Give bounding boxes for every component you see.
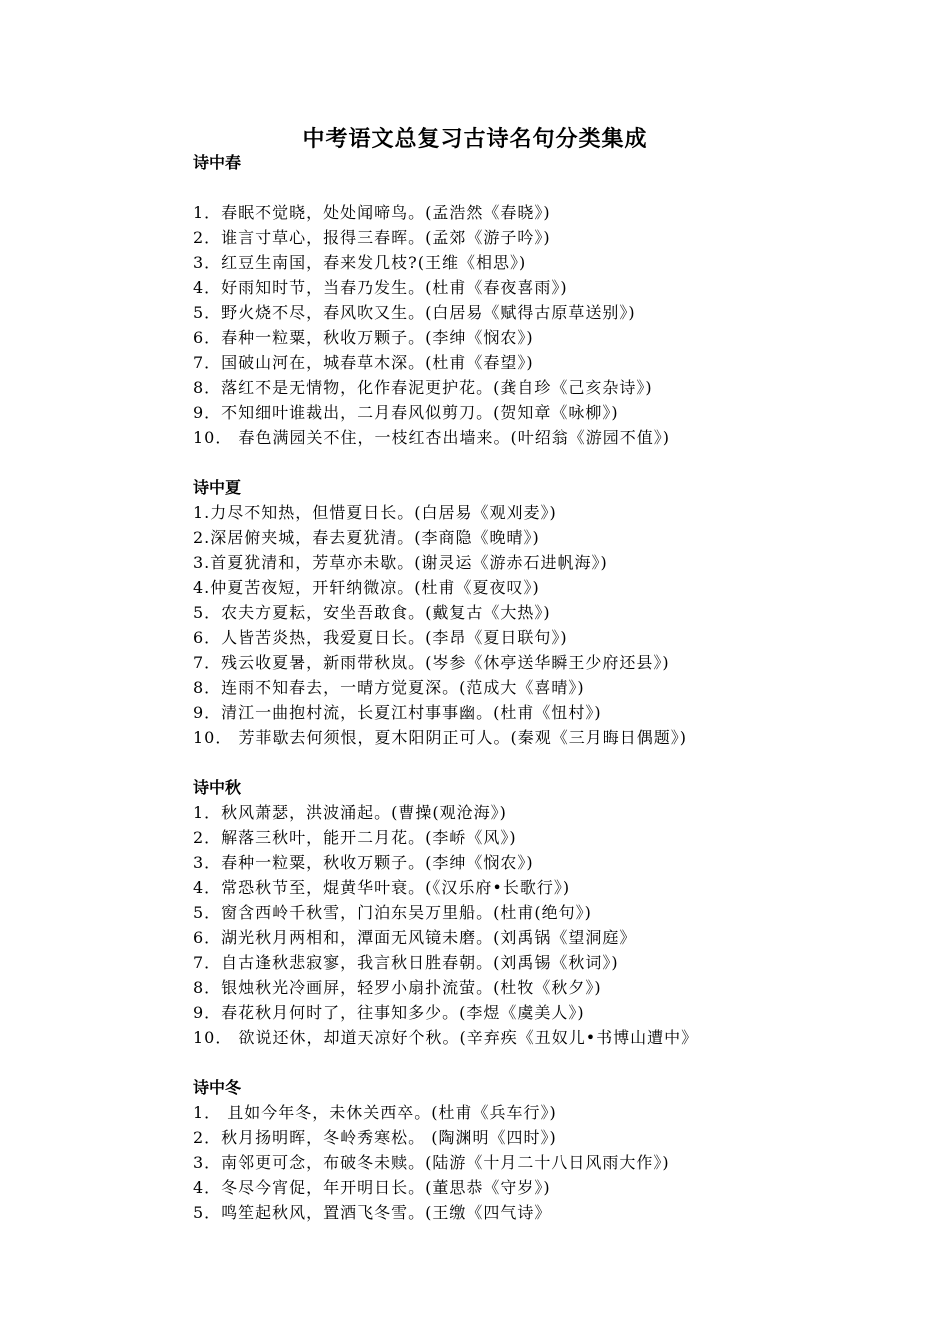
poem-line: 3．南邻更可念，布破冬未赎。(陆游《十月二十八日风雨大作》): [193, 1153, 670, 1172]
poem-line: 4.仲夏苦夜短，开轩纳微凉。(杜甫《夏夜叹》): [193, 578, 540, 597]
poem-line: 10． 芳菲歇去何须恨，夏木阳阴正可人。(秦观《三月晦日偶题》): [193, 728, 687, 747]
poem-line: 9．不知细叶谁裁出，二月春风似剪刀。(贺知章《咏柳》): [193, 403, 619, 422]
spacer: [193, 175, 913, 200]
poem-line: 1． 且如今年冬，未休关西卒。(杜甫《兵车行》): [193, 1103, 557, 1122]
poem-line: 7．自古逢秋悲寂寥，我言秋日胜春朝。(刘禹锡《秋词》): [193, 953, 619, 972]
section-autumn: [193, 775, 913, 1050]
poem-line: 7．残云收夏暑，新雨带秋岚。(岑参《休亭送华瞬王少府还县》): [193, 653, 670, 672]
poem-line: 10． 春色满园关不住，一枝红杏出墙来。(叶绍翁《游园不值》): [193, 428, 670, 447]
poem-line: 2.深居俯夹城，春去夏犹清。(李商隐《晚晴》): [193, 528, 540, 547]
section-spring: [193, 150, 913, 450]
poem-line: 3．春种一粒粟，秋收万颗子。(李绅《悯农》): [193, 853, 534, 872]
poem-line: 10． 欲说还休，却道天凉好个秋。(辛弃疾《丑奴儿•书博山遭中》: [193, 1028, 699, 1047]
poem-line: 4．冬尽今宵促，年开明日长。(董思恭《守岁》): [193, 1178, 551, 1197]
poem-line: 5．农夫方夏耘，安坐吾敢食。(戴复古《大热》): [193, 603, 551, 622]
poem-line: 2．解落三秋叶，能开二月花。(李峤《风》): [193, 828, 517, 847]
poem-line: 6．人皆苦炎热，我爱夏日长。(李昂《夏日联句》): [193, 628, 568, 647]
poem-line: 2．谁言寸草心，报得三春晖。(孟郊《游子吟》): [193, 228, 551, 247]
poem-line: 4．好雨知时节，当春乃发生。(杜甫《春夜喜雨》): [193, 278, 568, 297]
poem-line: 6．湖光秋月两相和，潭面无风镜未磨。(刘禹锅《望洞庭》: [193, 928, 637, 947]
poem-line: 3.首夏犹清和，芳草亦未歇。(谢灵运《游赤石进帆海》): [193, 553, 608, 572]
section-heading: 诗中秋: [193, 778, 242, 797]
poem-line: 8．银烛秋光冷画屏，轻罗小扇扑流萤。(杜牧《秋夕》): [193, 978, 602, 997]
poem-line: 3．红豆生南国，春来发几枝?(王维《相思》): [193, 253, 527, 272]
section-summer: [193, 475, 913, 750]
poem-line: 9．春花秋月何时了，往事知多少。(李煜《虞美人》): [193, 1003, 585, 1022]
section-winter: [193, 1075, 913, 1225]
poem-line: 9．清江一曲抱村流，长夏江村事事幽。(杜甫《忸村》): [193, 703, 602, 722]
poem-line: 2．秋月扬明晖，冬岭秀寒松。 (陶渊明《四时》): [193, 1128, 557, 1147]
poem-line: 8．落红不是无情物，化作春泥更护花。(龚自珍《己亥杂诗》): [193, 378, 653, 397]
poem-line: 1.力尽不知热，但惜夏日长。(白居易《观刈麦》): [193, 503, 557, 522]
poem-line: 1．秋风萧瑟，洪波涌起。(曹操(观沧海》): [193, 803, 507, 822]
section-heading: 诗中春: [193, 153, 242, 172]
poem-line: 4．常恐秋节至，焜黄华叶衰。(《汉乐府•长歌行》): [193, 878, 571, 897]
poem-line: 5．窗含西岭千秋雪，门泊东吴万里船。(杜甫(绝句》): [193, 903, 592, 922]
poem-line: 7．国破山河在，城春草木深。(杜甫《春望》): [193, 353, 534, 372]
section-heading: 诗中冬: [193, 1078, 242, 1097]
document-body: [193, 150, 913, 1225]
poem-line: 6．春种一粒粟，秋收万颗子。(李绅《悯农》): [193, 328, 534, 347]
poem-line: 5．野火烧不尽，春风吹又生。(白居易《赋得古原草送别》): [193, 303, 636, 322]
document-title: 中考语文总复习古诗名句分类集成: [302, 127, 648, 152]
poem-line: 5．鸣笙起秋风，置酒飞冬雪。(王缴《四气诗》: [193, 1203, 552, 1222]
poem-line: 8．连雨不知春去，一晴方觉夏深。(范成大《喜晴》): [193, 678, 585, 697]
poem-line: 1．春眠不觉晓，处处闻啼鸟。(孟浩然《春晓》): [193, 203, 551, 222]
section-heading: 诗中夏: [193, 478, 242, 497]
